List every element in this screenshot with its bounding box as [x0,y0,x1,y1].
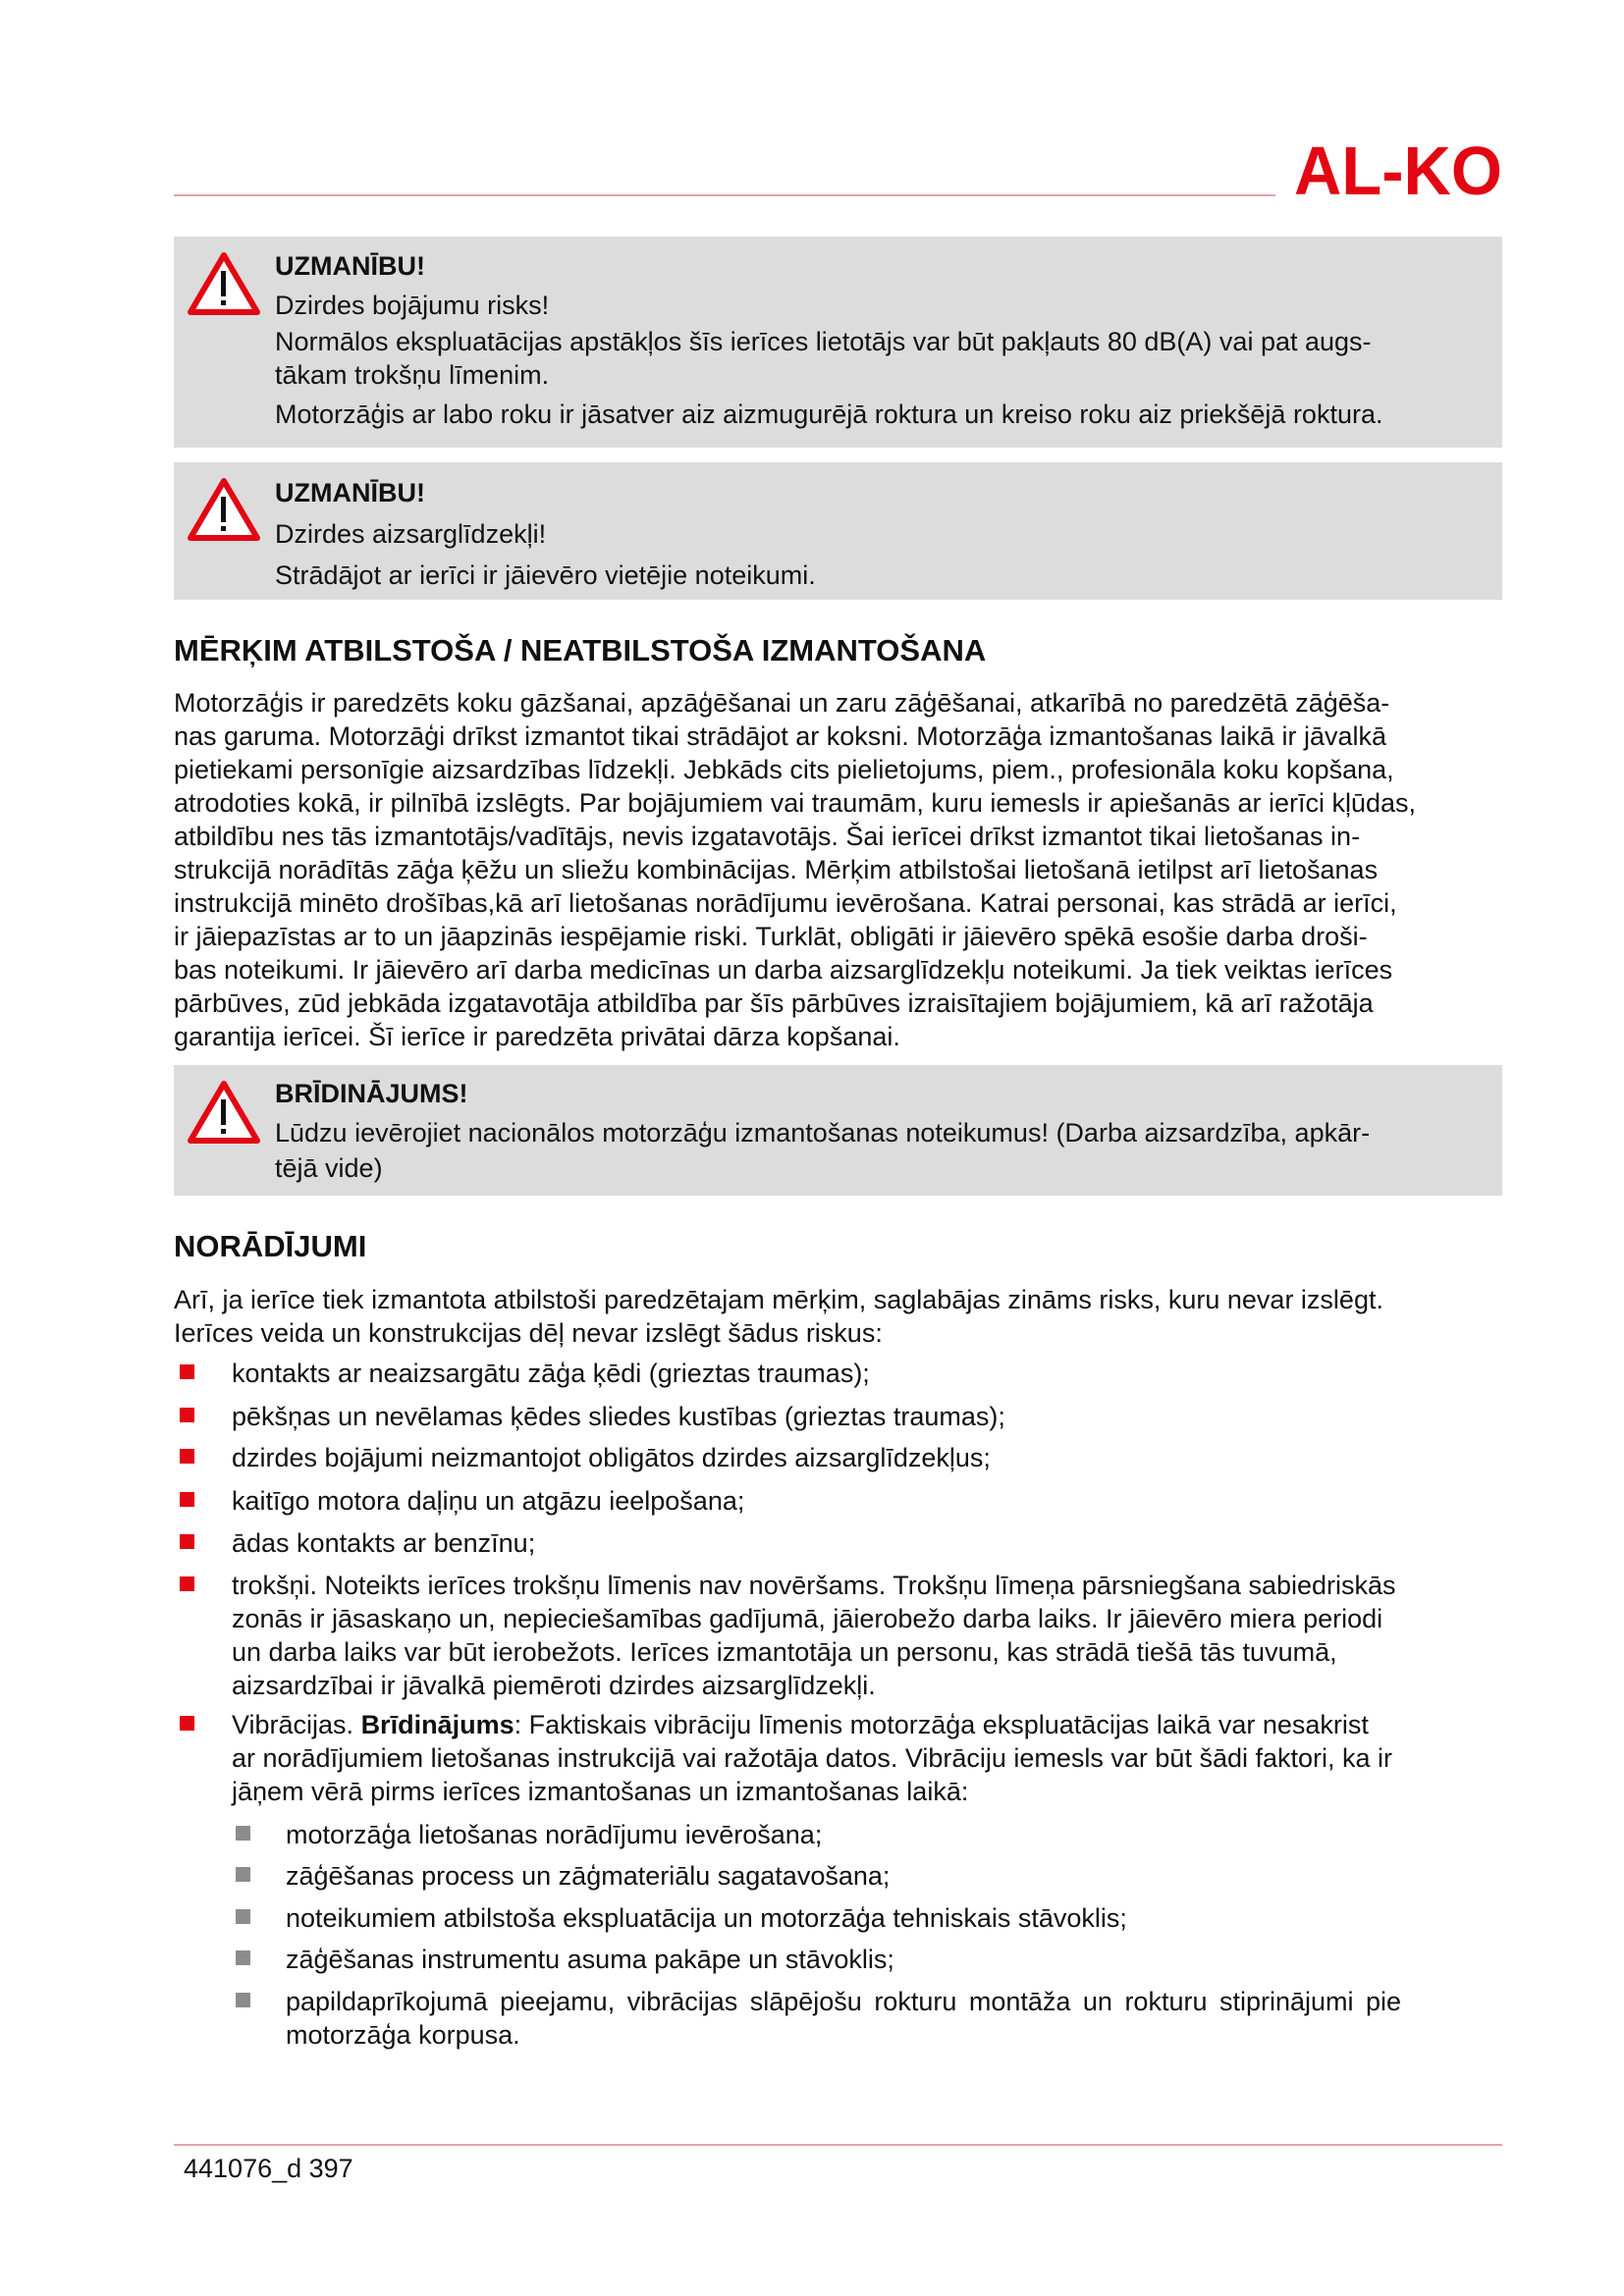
sub-list-item: motorzāģa lietošanas norādījumu ievērošana; [286,1820,823,1849]
list-item: pēkšņas un nevēlamas ķēdes sliedes kustības (grieztas traumas); [232,1402,1005,1431]
instructions-intro [174,1283,1383,1350]
warning-line: tākam trokšņu līmenim. [275,360,550,390]
bullet-icon [180,1534,194,1549]
warning-line: Lūdzu ievērojiet nacionālos motorzāģu izmantošanas noteikumus! (Darba aizsardzība, apkār- [275,1118,1371,1148]
list-item-line: jāņem vērā pirms ierīces izmantošanas un izmantošanas laikā: [232,1777,969,1806]
bullet-icon [180,1576,194,1591]
paragraph-line: ir jāiepazīstas ar to un jāapzinās iespējamie riski. Turklāt, obligāti ir jāievēro spēkā esošie darba droši- [174,922,1368,951]
list-item-line: trokšņi. Noteikts ierīces trokšņu līmenis nav novēršams. Trokšņu līmeņa pārsniegšana sabiedriskās [232,1571,1396,1600]
bullet-icon [180,1408,194,1422]
paragraph-line: Ierīces veida un konstrukcijas dēļ nevar izslēgt šādus riskus: [174,1318,883,1348]
paragraph-line: Motorzāģis ir paredzēts koku gāzšanai, apzāģēšanai un zaru zāģēšanai, atkarībā no paredzētā zāģēša- [174,688,1390,718]
sub-list-item: noteikumiem atbilstoša ekspluatācija un motorzāģa tehniskais stāvoklis; [286,1903,1127,1933]
list-item: dzirdes bojājumi neizmantojot obligātos dzirdes aizsarglīdzekļus; [232,1443,991,1472]
bullet-icon [180,1449,194,1464]
paragraph-line: bas noteikumi. Ir jāievēro arī darba medicīnas un darba aizsarglīdzekļu noteikumi. Ja tiek veiktas ierīces [174,955,1393,985]
vibration-warning-label: Brīdinājums [360,1710,514,1739]
warning-title: UZMANĪBU! [275,251,425,281]
list-item-line: aizsardzībai ir jāvalkā piemēroti dzirdes aizsarglīdzekļi. [232,1671,876,1700]
list-item-line: un darba laiks var būt ierobežots. Ierīces izmantotāja un personu, kas strādā tiešā tās tuvumā, [232,1637,1337,1667]
paragraph-line: garantija ierīcei. Šī ierīce ir paredzēta privātai dārza kopšanai. [174,1022,900,1051]
intended-use-paragraph [174,686,1416,1053]
warning-line: tējā vide) [275,1153,383,1183]
warning-triangle-icon [188,477,260,542]
sub-bullet-icon [236,1993,250,2007]
paragraph-line: nas garuma. Motorzāģi drīkst izmantot tikai strādājot ar koksni. Motorzāģa izmantošanas laikā ir jāvalkā [174,721,1387,751]
warning-title: BRĪDINĀJUMS! [275,1079,468,1108]
bullet-icon [180,1492,194,1507]
paragraph-line: Arī, ja ierīce tiek izmantota atbilstoši paredzētajam mērķim, saglabājas zināms risks, kuru nevar izslēgt. [174,1285,1383,1314]
warning-triangle-icon [188,251,260,316]
header-rule [174,194,1275,196]
list-item: kontakts ar neaizsargātu zāģa ķēdi (grieztas traumas); [232,1359,870,1388]
section-heading-instructions: NORĀDĪJUMI [174,1229,367,1263]
bullet-icon [180,1716,194,1731]
svg-text:AL-KO: AL-KO [1294,135,1502,202]
list-item-line: papildaprīkojumā pieejamu, vibrācijas slāpējošu rokturu montāža un rokturu stiprinājumi pie [286,1987,1402,2016]
footer-rule [174,2144,1502,2146]
warning-line: Motorzāģis ar labo roku ir jāsatver aiz aizmugurējā roktura un kreiso roku aiz priekšējā roktura. [275,400,1383,429]
document-number: 441076_d 397 [184,2154,353,2183]
paragraph-line: pārbūves, zūd jebkāda izgatavotāja atbildība par šīs pārbūves izraisītajiem bojājumiem, kā arī ražotāja [174,988,1374,1018]
list-item-vibration [232,1708,1392,1808]
warning-box-hearing-protection [174,462,1502,600]
list-item: ādas kontakts ar benzīnu; [232,1528,536,1558]
warning-title: UZMANĪBU! [275,478,425,507]
warning-line: Normālos ekspluatācijas apstākļos šīs ierīces lietotājs var būt pakļauts 80 dB(A) vai pat augs- [275,327,1372,356]
sub-bullet-icon [236,1950,250,1965]
bullet-icon [180,1364,194,1379]
sub-list-item [286,1985,1401,2052]
alko-logo [1294,135,1505,209]
paragraph-line: instrukcijā minēto drošības,kā arī lietošanas norādījumu ievērošana. Katrai personai, kas strādā ar ierīci, [174,888,1397,918]
sub-list-item: zāģēšanas instrumentu asuma pakāpe un stāvoklis; [286,1945,894,1974]
sub-bullet-icon [236,1909,250,1924]
list-item-line: ar norādījumiem lietošanas instrukcijā vai ražotāja datos. Vibrāciju iemesls var būt šādi faktori, ka ir [232,1743,1393,1773]
sub-bullet-icon [236,1867,250,1882]
warning-triangle-icon [188,1080,260,1145]
list-item-line [232,1708,1392,1741]
vibration-rest: : Faktiskais vibrāciju līmenis motorzāģa ekspluatācijas laikā var nesakrist [514,1710,1369,1739]
section-heading-intended-use: MĒRĶIM ATBILSTOŠA / NEATBILSTOŠA IZMANTOŠANA [174,633,987,667]
sub-bullet-icon [236,1826,250,1841]
paragraph-line: atrodoties kokā, ir pilnībā izslēgts. Par bojājumiem vai traumām, kuru iemesls ir apiešanās ar ierīci kļūdas, [174,788,1417,818]
warning-line: Dzirdes aizsarglīdzekļi! [275,519,547,549]
list-item-line: motorzāģa korpusa. [286,2020,520,2050]
list-item-line: zonās ir jāsaskaņo un, nepieciešamības gadījumā, jāierobežo darba laiks. Ir jāievēro miera periodi [232,1604,1383,1633]
paragraph-line: atbildību nes tās izmantotājs/vadītājs, nevis izgatavotājs. Šai ierīcei drīkst izmantot tikai lietošanas in- [174,822,1361,851]
vibration-prefix: Vibrācijas. [232,1710,361,1739]
warning-box-hearing-risk [174,237,1502,448]
list-item-noise [232,1569,1396,1702]
warning-line: Strādājot ar ierīci ir jāievēro vietējie noteikumi. [275,561,816,590]
list-item: kaitīgo motora daļiņu un atgāzu ieelpošana; [232,1486,745,1516]
paragraph-line: strukcijā norādītās zāģa ķēžu un sliežu kombinācijas. Mērķim atbilstošai lietošanā ietilpst arī lietošanas [174,855,1379,884]
warning-line: Dzirdes bojājumu risks! [275,291,550,320]
sub-list-item: zāģēšanas process un zāģmateriālu sagatavošana; [286,1861,891,1891]
paragraph-line: pietiekami personīgie aizsardzības līdzekļi. Jebkāds cits pielietojums, piem., profesionāla koku kopšana, [174,755,1394,784]
warning-box-national-rules [174,1065,1502,1196]
